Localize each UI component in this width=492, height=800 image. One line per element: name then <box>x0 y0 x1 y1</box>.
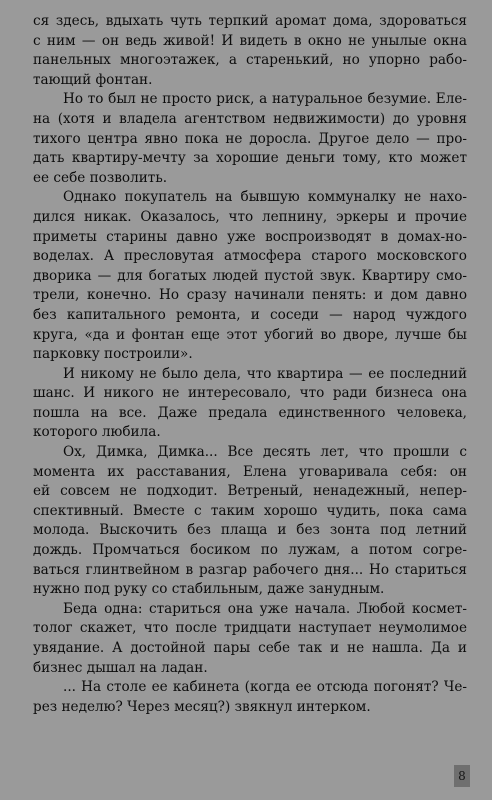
text-line: ваться глинтвейном в разгар рабочего дня... Но стариться <box>33 561 467 578</box>
text-line: ей совсем не подходит. Ветреный, ненадежный, непер- <box>33 483 467 500</box>
text-line: которого любила. <box>33 424 161 441</box>
text-line: ее себе позволить. <box>33 169 168 186</box>
text-line: Беда одна: стариться она уже начала. Любой космет- <box>63 600 467 617</box>
text-line: дился никак. Оказалось, что лепнину, эркеры и прочие <box>33 208 467 225</box>
text-line: тихого центра явно пока не доросла. Другое дело — про- <box>33 130 467 147</box>
text-line: нужно под руку со стабильным, даже занудным. <box>33 581 385 598</box>
text-line: шанс. И никого не интересовало, что ради бизнеса она <box>33 385 467 402</box>
text-line: ся здесь, вдыхать чуть терпкий аромат дома, здороваться <box>33 13 467 29</box>
text-line: И никому не было дела, что квартира — ее последний <box>63 365 467 382</box>
text-line: дождь. Промчаться босиком по лужам, а потом согре- <box>33 542 467 559</box>
text-line: круга, «да и фонтан еще этот убогий во дворе, лучше бы <box>33 326 467 343</box>
text-line: трели, конечно. Но сразу начинали пенять: и дом давно <box>33 287 467 304</box>
text-line: парковку построили». <box>33 346 193 363</box>
page-text <box>33 12 467 717</box>
text-line: панельных многоэтажек, а старенький, но упорно рабо- <box>33 52 467 69</box>
text-line: Однако покупатель на бывшую коммуналку не нахо- <box>63 189 467 206</box>
paragraph <box>33 188 467 364</box>
text-line: Но то был не просто риск, а натуральное безумие. Еле- <box>63 91 467 108</box>
text-line: дворика — для богатых людей пустой звук. Квартиру смо- <box>33 267 467 284</box>
paragraph <box>33 678 467 717</box>
page-number: 8 <box>454 765 470 787</box>
text-line: без капитального ремонта, и соседи — народ чуждого <box>33 306 467 323</box>
text-line: бизнес дышал на ладан. <box>33 659 208 676</box>
text-line: момента их расставания, Елена уговаривала себя: он <box>33 463 467 480</box>
text-line: приметы старины давно уже воспроизводят в домах-но- <box>33 228 467 245</box>
text-line: с ним — он ведь живой! И видеть в окно не унылые окна <box>33 32 467 49</box>
text-line: дать квартиру-мечту за хорошие деньги тому, кто может <box>33 150 467 167</box>
paragraph <box>33 443 467 600</box>
text-line: ... На столе ее кабинета (когда ее отсюда погонят? Че- <box>63 679 467 696</box>
text-line: Ох, Димка, Димка... Все десять лет, что прошли с <box>63 444 467 461</box>
text-line: увядание. А достойной пары себе так и не нашла. Да и <box>33 640 467 656</box>
text-line: толог скажет, что после тридцати наступает неумолимое <box>33 620 467 637</box>
paragraph <box>33 12 467 90</box>
paragraph <box>33 90 467 188</box>
text-line: рез неделю? Через месяц?) звякнул интерком. <box>33 698 371 715</box>
text-line: пошла на все. Даже предала единственного человека, <box>33 404 467 421</box>
text-line: спективный. Вместе с таким хорошо чудить, пока сама <box>33 502 467 519</box>
text-line: на (хотя и владела агентством недвижимости) до уровня <box>33 110 467 127</box>
text-line: тающий фонтан. <box>33 71 153 88</box>
paragraph <box>33 600 467 678</box>
text-line: воделах. А пресловутая атмосфера старого московского <box>33 248 467 265</box>
text-line: молода. Выскочить без плаща и без зонта под летний <box>33 522 467 539</box>
paragraph <box>33 365 467 443</box>
